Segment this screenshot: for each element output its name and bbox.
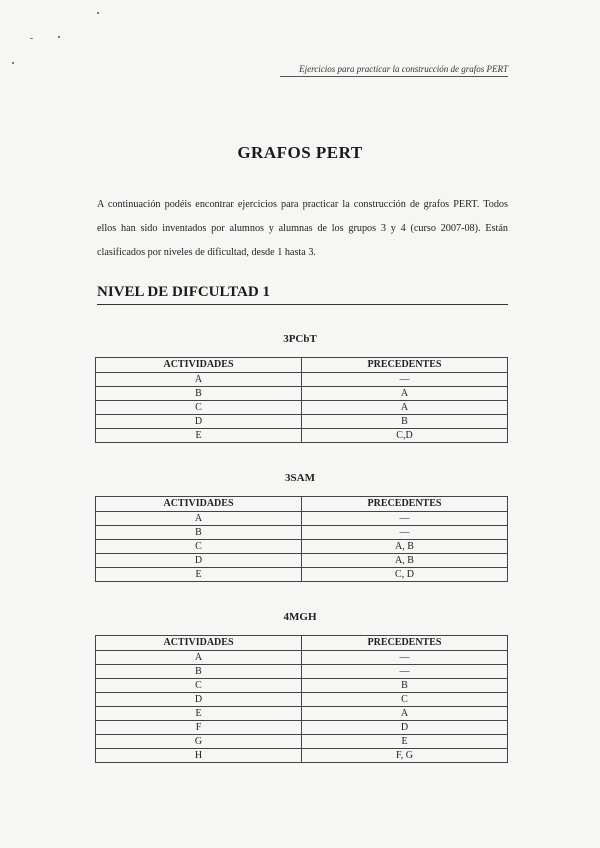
col-precedents: PRECEDENTES xyxy=(302,497,508,512)
scan-speck xyxy=(97,12,99,14)
table-row xyxy=(96,665,508,679)
precedents-cell: — xyxy=(302,665,508,679)
precedents-cell: — xyxy=(302,526,508,540)
table-row xyxy=(96,735,508,749)
precedents-cell: E xyxy=(302,735,508,749)
precedents-cell: C xyxy=(302,693,508,707)
activity-cell: A xyxy=(96,373,302,387)
table-row xyxy=(96,554,508,568)
col-activities: ACTIVIDADES xyxy=(96,497,302,512)
pert-table-3sam xyxy=(95,496,508,582)
activity-cell: B xyxy=(96,526,302,540)
col-precedents: PRECEDENTES xyxy=(302,636,508,651)
activity-cell: D xyxy=(96,693,302,707)
col-precedents: PRECEDENTES xyxy=(302,358,508,373)
precedents-cell: C,D xyxy=(302,429,508,443)
intro-paragraph: A continuación podéis encontrar ejercicios para practicar la construcción de grafos PERT. Todos ellos han sido inventados por alumnos y alumnas de los grupos 3 y 4 (curso 2007-08). Están clasificados por niveles de dificultad, desde 1 hasta 3. xyxy=(97,199,508,258)
scan-speck xyxy=(12,62,14,64)
level-heading: NIVEL DE DIFCULTAD 1 xyxy=(97,284,508,305)
group-label-4mgh: 4MGH xyxy=(283,611,317,623)
precedents-cell: C, D xyxy=(302,568,508,582)
precedents-cell: — xyxy=(302,651,508,665)
precedents-cell: A xyxy=(302,707,508,721)
activity-cell: E xyxy=(96,568,302,582)
precedents-cell: B xyxy=(302,679,508,693)
table-row xyxy=(96,540,508,554)
table-row xyxy=(96,526,508,540)
table-row xyxy=(96,373,508,387)
table-row xyxy=(96,512,508,526)
activity-cell: D xyxy=(96,554,302,568)
precedents-cell: F, G xyxy=(302,749,508,763)
table-row xyxy=(96,749,508,763)
running-header: Ejercicios para practicar la construcción de grafos PERT xyxy=(280,64,508,77)
group-label-3sam: 3SAM xyxy=(285,472,315,484)
table-row xyxy=(96,679,508,693)
group-label-3pcbt: 3PCbT xyxy=(283,333,317,345)
activity-cell: A xyxy=(96,512,302,526)
activity-cell: E xyxy=(96,707,302,721)
col-activities: ACTIVIDADES xyxy=(96,358,302,373)
activity-cell: H xyxy=(96,749,302,763)
pert-table-3pcbt xyxy=(95,357,508,443)
table-row xyxy=(96,721,508,735)
activity-cell: G xyxy=(96,735,302,749)
precedents-cell: A xyxy=(302,387,508,401)
precedents-cell: A xyxy=(302,401,508,415)
precedents-cell: B xyxy=(302,415,508,429)
scan-speck xyxy=(30,38,33,39)
precedents-cell: D xyxy=(302,721,508,735)
table-row xyxy=(96,429,508,443)
table-row xyxy=(96,568,508,582)
activity-cell: C xyxy=(96,401,302,415)
activity-cell: B xyxy=(96,665,302,679)
table-row xyxy=(96,387,508,401)
activity-cell: B xyxy=(96,387,302,401)
precedents-cell: — xyxy=(302,512,508,526)
precedents-cell: A, B xyxy=(302,540,508,554)
table-row xyxy=(96,401,508,415)
activity-cell: E xyxy=(96,429,302,443)
pert-table-4mgh xyxy=(95,635,508,763)
table-row xyxy=(96,415,508,429)
activity-cell: A xyxy=(96,651,302,665)
table-row xyxy=(96,707,508,721)
precedents-cell: A, B xyxy=(302,554,508,568)
activity-cell: C xyxy=(96,540,302,554)
col-activities: ACTIVIDADES xyxy=(96,636,302,651)
table-row xyxy=(96,693,508,707)
scan-speck xyxy=(58,36,60,38)
activity-cell: F xyxy=(96,721,302,735)
precedents-cell: — xyxy=(302,373,508,387)
page-title: GRAFOS PERT xyxy=(237,143,363,162)
activity-cell: C xyxy=(96,679,302,693)
table-row xyxy=(96,651,508,665)
activity-cell: D xyxy=(96,415,302,429)
